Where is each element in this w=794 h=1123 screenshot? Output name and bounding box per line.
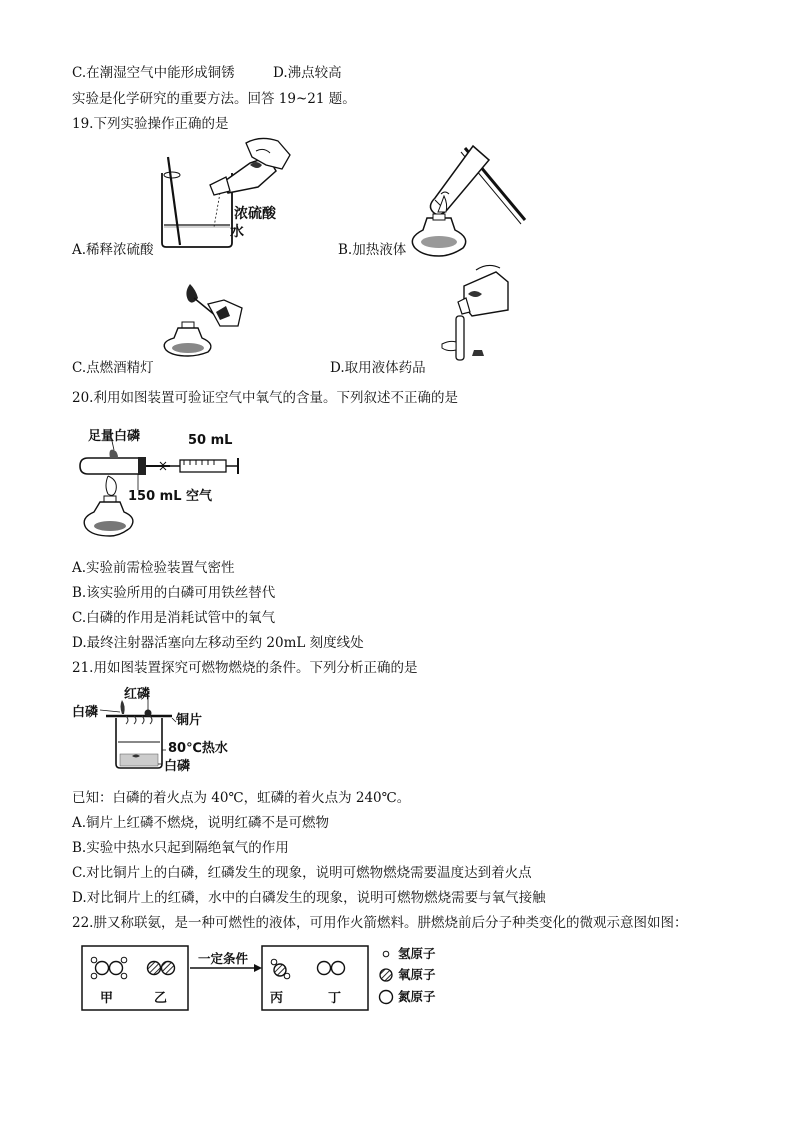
legend-hydrogen: 氢原子: [398, 946, 436, 961]
legend-oxygen: 氧原子: [398, 967, 436, 982]
label-yi: 乙: [154, 991, 168, 1006]
q21-option-d: D.对比铜片上的红磷，水中的白磷发生的现象，说明可燃物燃烧需要与氧气接触: [72, 890, 546, 906]
q21-stem: 21.用如图装置探究可燃物燃烧的条件。下列分析正确的是: [72, 660, 418, 676]
legend-nitrogen: 氮原子: [398, 989, 436, 1004]
q19-figure-d: [436, 262, 536, 362]
fig-label-water: 水: [230, 224, 244, 240]
q19-option-a: A.稀释浓硫酸: [72, 242, 154, 258]
label-bing: 丙: [270, 991, 284, 1006]
label-jia: 甲: [100, 991, 114, 1006]
q22-stem: 22.肼又称联氨，是一种可燃性的液体，可用作火箭燃料。肼燃烧前后分子种类变化的微观示意图如图：: [72, 915, 688, 931]
q20-option-c: C.白磷的作用是消耗试管中的氧气: [72, 610, 276, 626]
option-c-line: C.在潮湿空气中能形成铜锈: [72, 65, 235, 81]
q20-option-d: D.最终注射器活塞向左移动至约 20mL 刻度线处: [72, 635, 364, 651]
fig-label-white-bottom: 白磷: [164, 759, 191, 774]
fig-label-150ml-air: 150 mL 空气: [128, 489, 213, 504]
fig-label-copper: 铜片: [176, 713, 203, 728]
q21-figure: [72, 684, 228, 776]
section-intro: 实验是化学研究的重要方法。回答 19~21 题。: [72, 91, 356, 107]
q20-option-b: B.该实验所用的白磷可用铁丝替代: [72, 585, 276, 601]
option-d-line: D.沸点较高: [273, 65, 342, 81]
q20-figure: [76, 424, 246, 544]
q20-option-a: A.实验前需检验装置气密性: [72, 560, 235, 576]
q19-option-d: D.取用液体药品: [330, 360, 426, 376]
q21-option-c: C.对比铜片上的白磷，红磷发生的现象，说明可燃物燃烧需要温度达到着火点: [72, 865, 532, 881]
label-ding: 丁: [328, 991, 342, 1006]
q20-stem: 20.利用如图装置可验证空气中氧气的含量。下列叙述不正确的是: [72, 390, 458, 406]
fig-label-red-phosphorus: 红磷: [124, 687, 151, 702]
q19-figure-b: [405, 138, 535, 263]
q21-known: 已知：白磷的着火点为 40℃，虹磷的着火点为 240℃。: [72, 790, 411, 806]
q19-option-b: B.加热液体: [338, 242, 407, 258]
fig-label-white-phosphorus: 足量白磷: [88, 429, 141, 444]
q21-option-b: B.实验中热水只起到隔绝氧气的作用: [72, 840, 289, 856]
q19-figure-c: [160, 282, 255, 357]
fig-label-hot-water: 80℃热水: [168, 741, 228, 756]
q19-figure-a: [150, 135, 310, 250]
fig-label-conc-acid: 浓硫酸: [234, 206, 276, 222]
reaction-condition: 一定条件: [198, 951, 249, 966]
q19-stem: 19.下列实验操作正确的是: [72, 116, 229, 132]
q21-option-a: A.铜片上红磷不燃烧，说明红磷不是可燃物: [72, 815, 330, 831]
fig-label-50ml: 50 mL: [188, 433, 233, 448]
q19-option-c: C.点燃酒精灯: [72, 360, 154, 376]
fig-label-white-top: 白磷: [72, 705, 99, 720]
q22-figure: [80, 940, 450, 1016]
